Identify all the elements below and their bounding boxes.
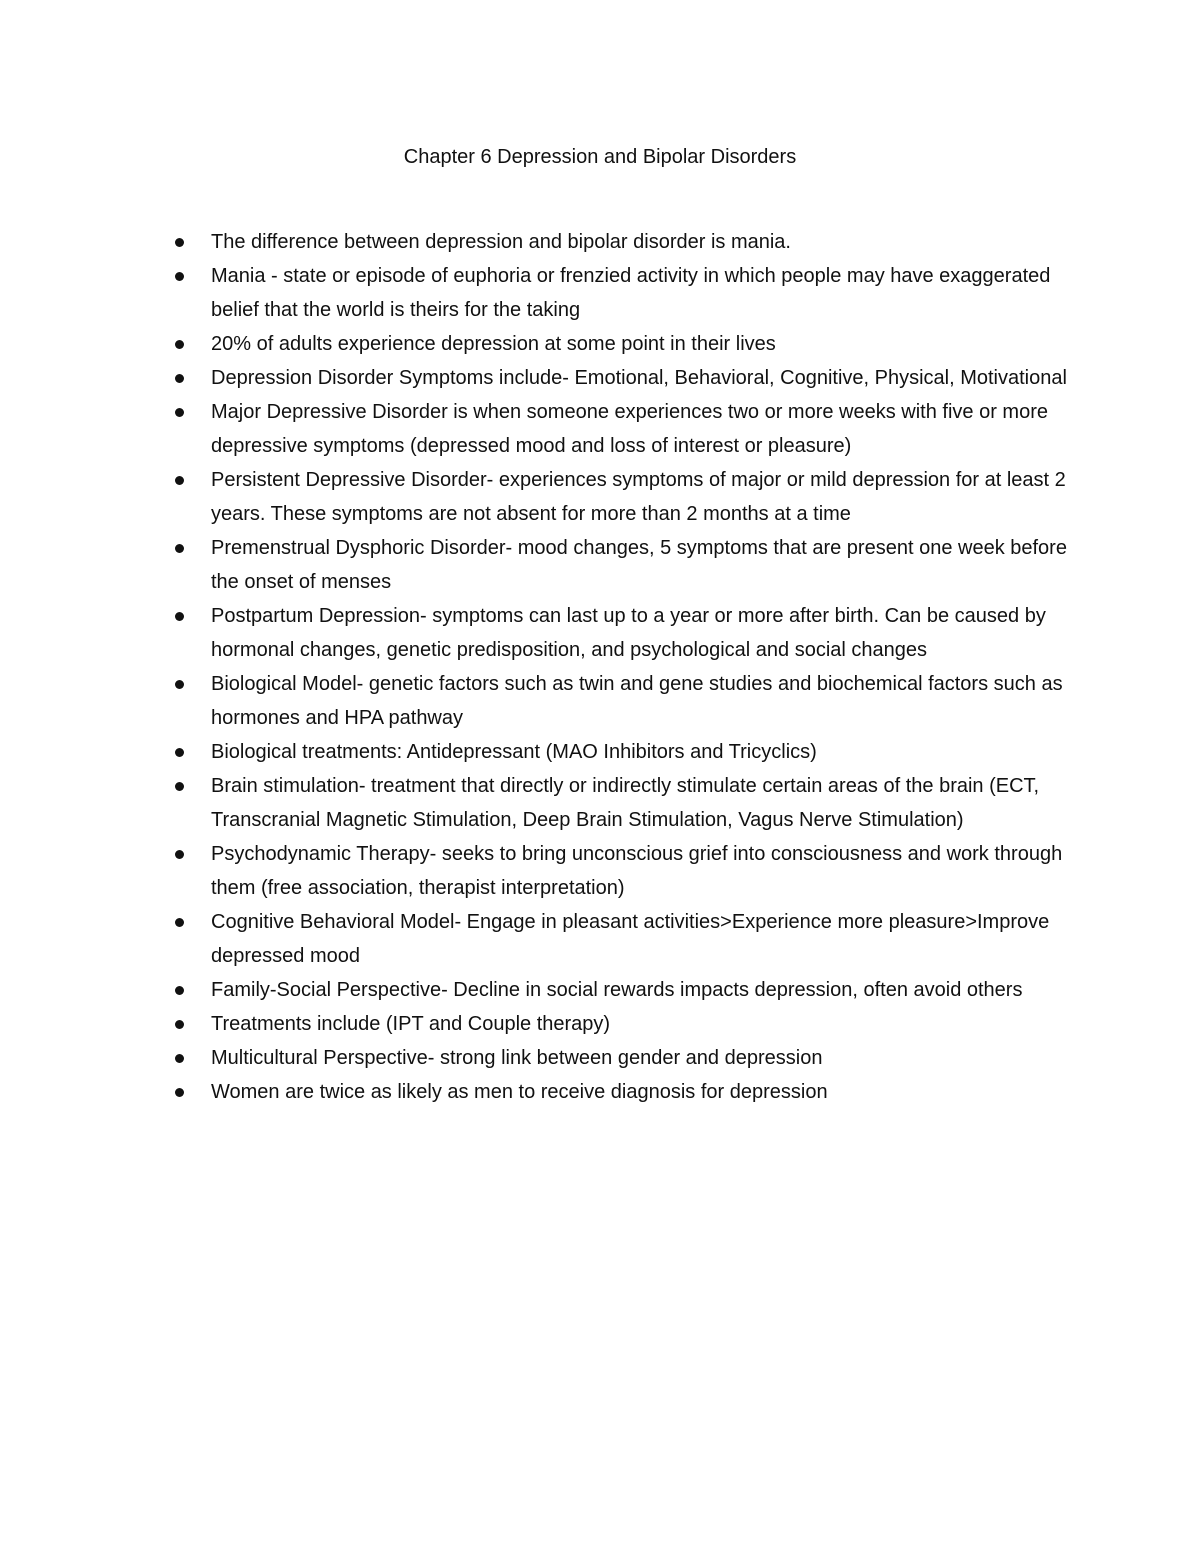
list-item [0,327,1200,361]
list-item-text: Biological treatments: Antidepressant (MAO Inhibitors and Tricyclics) [211,741,817,763]
list-item [0,735,1200,769]
bullet-list [0,225,1200,1109]
list-item-text: Premenstrual Dysphoric Disorder- mood changes, 5 symptoms that are present one week before the onset of menses [211,537,1067,593]
list-item [0,599,1200,667]
list-item [0,225,1200,259]
list-item [0,837,1200,905]
bullet-icon [175,680,184,689]
list-item-text: Mania - state or episode of euphoria or frenzied activity in which people may have exaggerated belief that the world is theirs for the taking [211,265,1051,321]
bullet-icon [175,1054,184,1063]
bullet-icon [175,986,184,995]
bullet-icon [175,1088,184,1097]
list-item [0,769,1200,837]
list-item-text: Persistent Depressive Disorder- experiences symptoms of major or mild depression for at least 2 years. These symptoms are not absent for more than 2 months at a time [211,469,1066,525]
list-item-text: Family-Social Perspective- Decline in social rewards impacts depression, often avoid others [211,979,1023,1001]
bullet-icon [175,850,184,859]
list-item-text: Women are twice as likely as men to receive diagnosis for depression [211,1081,828,1103]
list-item-text: Treatments include (IPT and Couple therapy) [211,1013,611,1035]
page-title: Chapter 6 Depression and Bipolar Disorders [403,146,797,168]
list-item-text: Postpartum Depression- symptoms can last up to a year or more after birth. Can be caused by hormonal changes, genetic predisposition, and psychological and social changes [211,605,1046,661]
list-item [0,1007,1200,1041]
list-item [0,463,1200,531]
bullet-icon [175,408,184,417]
list-item [0,905,1200,973]
list-item [0,259,1200,327]
list-item-text: Depression Disorder Symptoms include- Emotional, Behavioral, Cognitive, Physical, Motivational [211,367,1067,389]
bullet-icon [175,918,184,927]
list-item-text: Psychodynamic Therapy- seeks to bring unconscious grief into consciousness and work through them (free association, therapist interpretation) [211,843,1063,899]
list-item [0,1075,1200,1109]
bullet-icon [175,272,184,281]
bullet-icon [175,374,184,383]
list-item-text: The difference between depression and bipolar disorder is mania. [211,231,791,253]
list-item-text: Biological Model- genetic factors such as twin and gene studies and biochemical factors such as hormones and HPA pathway [211,673,1063,729]
bullet-icon [175,612,184,621]
bullet-icon [175,340,184,349]
list-item-text: Multicultural Perspective- strong link between gender and depression [211,1047,823,1069]
list-item [0,361,1200,395]
list-item-text: Cognitive Behavioral Model- Engage in pleasant activities>Experience more pleasure>Improve depressed mood [211,911,1050,967]
list-item-text: 20% of adults experience depression at some point in their lives [211,333,776,355]
list-item-text: Major Depressive Disorder is when someone experiences two or more weeks with five or more depressive symptoms (depressed mood and loss of interest or pleasure) [211,401,1048,457]
bullet-icon [175,748,184,757]
list-item [0,531,1200,599]
list-item [0,1041,1200,1075]
list-item [0,973,1200,1007]
list-item [0,667,1200,735]
bullet-icon [175,476,184,485]
bullet-icon [175,544,184,553]
bullet-icon [175,782,184,791]
list-item-text: Brain stimulation- treatment that directly or indirectly stimulate certain areas of the brain (ECT, Transcranial Magnetic Stimulation, Deep Brain Stimulation, Vagus Nerve Stimulation) [211,775,1040,831]
bullet-icon [175,238,184,247]
list-item [0,395,1200,463]
bullet-icon [175,1020,184,1029]
